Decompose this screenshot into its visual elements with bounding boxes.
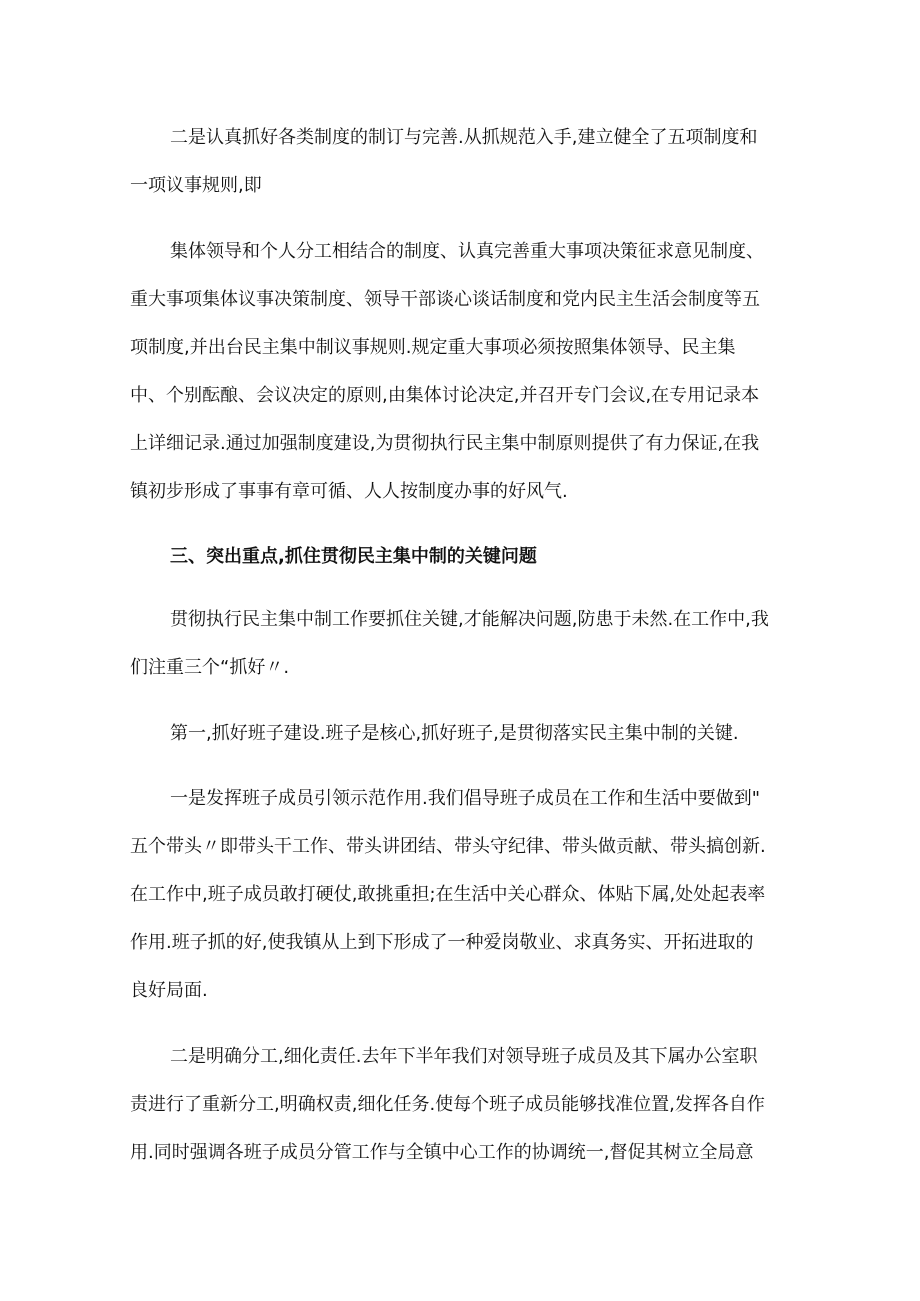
paragraph-1-line-2: 一项议事规则,即 — [130, 175, 262, 196]
paragraph-6-line-1: 二是明确分工,细化责任.去年下半年我们对领导班子成员及其下属办公室职 — [170, 1046, 758, 1067]
paragraph-1-line-1: 二是认真抓好各类制度的制订与完善.从抓规范入手,建立健全了五项制度和 — [170, 127, 758, 148]
paragraph-5-line-2: 五个带头〃即带头干工作、带头讲团结、带头守纪律、带头做贡献、带头搞创新. — [130, 836, 766, 857]
paragraph-2-line-1: 集体领导和个人分工相结合的制度、认真完善重大事项决策征求意见制度、 — [170, 241, 764, 262]
paragraph-5-line-4: 作用.班子抓的好,使我镇从上到下形成了一种爱岗敬业、求真务实、开拓进取的 — [130, 932, 754, 953]
section-heading-3: 三、突出重点,抓住贯彻民主集中制的关键问题 — [170, 546, 537, 567]
paragraph-2-line-5: 上详细记录.通过加强制度建设,为贯彻执行民主集中制原则提供了有力保证,在我 — [130, 433, 760, 454]
paragraph-3-line-2: 们注重三个“抓好〃. — [130, 657, 290, 678]
paragraph-2-line-2: 重大事项集体议事决策制度、领导干部谈心谈话制度和党内民主生活会制度等五 — [130, 289, 760, 310]
paragraph-4-line-1: 第一,抓好班子建设.班子是核心,抓好班子,是贯彻落实民主集中制的关键. — [170, 723, 739, 744]
paragraph-2-line-3: 项制度,并出台民主集中制议事规则.规定重大事项必须按照集体领导、民主集 — [130, 337, 736, 358]
paragraph-5-line-3: 在工作中,班子成员敢打硬仗,敢挑重担;在生活中关心群众、体贴下属,处处起表率 — [130, 884, 766, 905]
paragraph-3-line-1: 贯彻执行民主集中制工作要抓住关键,才能解决问题,防患于未然.在工作中,我 — [170, 609, 769, 630]
paragraph-6-line-3: 用.同时强调各班子成员分管工作与全镇中心工作的协调统一,督促其树立全局意 — [130, 1142, 754, 1163]
paragraph-2-line-6: 镇初步形成了事事有章可循、人人按制度办事的好风气. — [130, 481, 568, 502]
paragraph-5-line-5: 良好局面. — [130, 980, 208, 1001]
paragraph-6-line-2: 责进行了重新分工,明确权责,细化任务.使每个班子成员能够找准位置,发挥各自作 — [130, 1094, 765, 1115]
paragraph-5-line-1: 一是发挥班子成员引领示范作用.我们倡导班子成员在工作和生活中要做到" — [170, 788, 760, 809]
paragraph-2-line-4: 中、个别酝酿、会议决定的原则,由集体讨论决定,并召开专门会议,在专用记录本 — [130, 385, 760, 406]
